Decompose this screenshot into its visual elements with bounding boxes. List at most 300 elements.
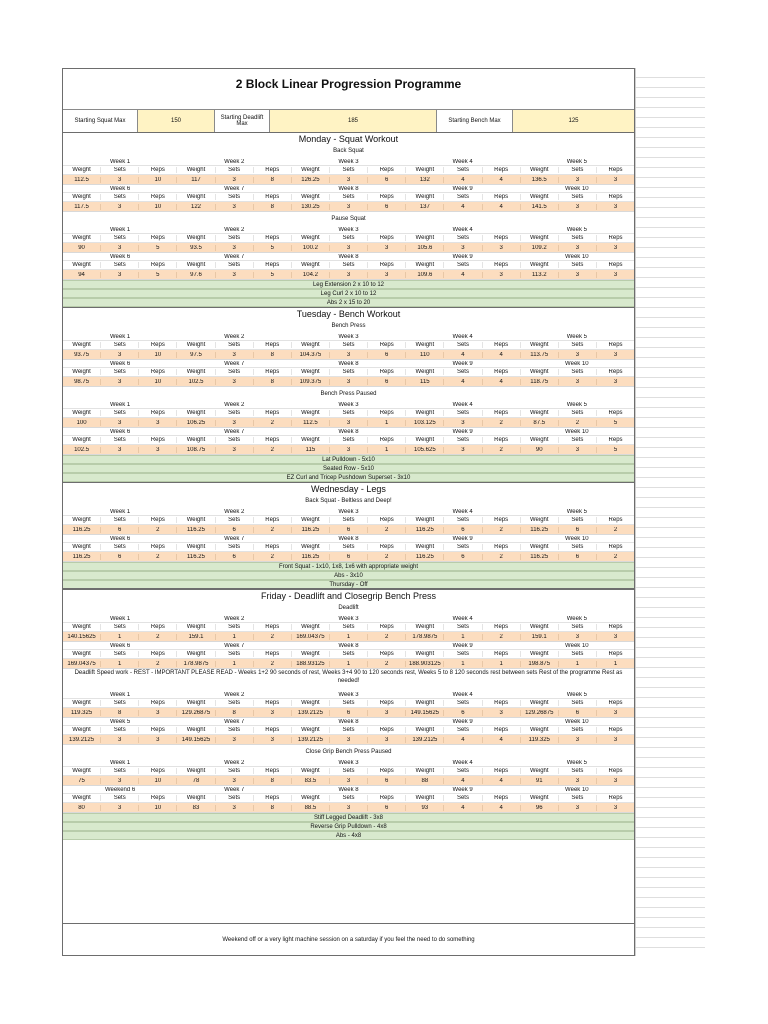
value-cell[interactable]: 3	[101, 177, 139, 183]
value-cell[interactable]: 2	[139, 661, 177, 667]
value-cell[interactable]: 129.26875	[177, 710, 215, 716]
value-cell[interactable]: 3	[330, 420, 368, 426]
value-cell[interactable]: 10	[139, 805, 177, 811]
value-cell[interactable]: 4	[444, 177, 482, 183]
value-cell[interactable]: 8	[254, 778, 292, 784]
value-cell[interactable]: 3	[101, 805, 139, 811]
value-cell[interactable]: 116.25	[177, 554, 215, 560]
column-header-reps: Reps	[254, 624, 292, 630]
column-header-reps: Reps	[483, 369, 521, 375]
value-cell[interactable]: 129.26875	[521, 710, 559, 716]
value-cell[interactable]: 178.9875	[177, 661, 215, 667]
value-cell[interactable]: 6	[330, 527, 368, 533]
value-cell[interactable]: 1	[483, 661, 521, 667]
value-cell[interactable]: 3	[559, 805, 597, 811]
value-cell[interactable]: 178.9875	[406, 634, 444, 640]
value-cell[interactable]: 139.2125	[292, 737, 330, 743]
value-cell[interactable]: 149.15625	[406, 710, 444, 716]
column-header-row	[63, 436, 634, 445]
value-cell[interactable]: 5	[254, 272, 292, 278]
value-cell[interactable]: 5	[613, 446, 618, 453]
column-header-reps: Reps	[139, 700, 177, 706]
value-cell[interactable]: 188.903125	[406, 661, 444, 667]
value-cell[interactable]: 96	[521, 805, 559, 811]
value-cell[interactable]: 4	[483, 177, 521, 183]
value-cell[interactable]: 1	[559, 661, 597, 667]
value-cell[interactable]: 5	[254, 245, 292, 251]
value-cell[interactable]: 118.75	[521, 379, 559, 385]
column-header-weight: Weight	[63, 235, 101, 241]
value-cell[interactable]: 116.25	[292, 527, 330, 533]
value-cell[interactable]: 6	[368, 204, 406, 210]
value-cell[interactable]: 4	[444, 204, 482, 210]
value-cell[interactable]: 4	[483, 778, 521, 784]
value-cell[interactable]: 2	[559, 420, 597, 426]
week-label: Week 1	[109, 401, 131, 408]
value-cell[interactable]: 3	[613, 203, 618, 210]
value-cell[interactable]: 3	[368, 710, 406, 716]
column-header-sets: Sets	[559, 262, 597, 268]
column-header-sets: Sets	[101, 624, 139, 630]
value-cell[interactable]: 5	[613, 419, 618, 426]
value-cell[interactable]: 109.2	[521, 245, 559, 251]
value-cell[interactable]: 3	[139, 737, 177, 743]
value-cell[interactable]: 3	[613, 244, 618, 251]
value-cell[interactable]: 116.25	[63, 554, 101, 560]
column-header-sets: Sets	[444, 517, 482, 523]
value-cell[interactable]: 169.04375	[63, 661, 101, 667]
values-row	[63, 708, 634, 718]
value-cell[interactable]: 141.5	[521, 204, 559, 210]
value-cell[interactable]: 115	[292, 447, 330, 453]
value-cell[interactable]: 4	[444, 272, 482, 278]
value-cell[interactable]: 3	[216, 447, 254, 453]
value-cell[interactable]: 94	[63, 272, 101, 278]
week-label: Week 1	[109, 759, 131, 766]
value-cell[interactable]: 3	[330, 272, 368, 278]
value-cell[interactable]: 2	[368, 554, 406, 560]
value-cell[interactable]: 2	[254, 527, 292, 533]
value-cell[interactable]: 4	[483, 352, 521, 358]
value-cell[interactable]: 103.125	[406, 420, 444, 426]
column-header-sets: Sets	[216, 410, 254, 416]
starting-deadlift-value[interactable]: 185	[270, 110, 437, 132]
column-header-weight: Weight	[406, 167, 444, 173]
value-cell[interactable]: 3	[330, 352, 368, 358]
week-label: Week 6	[109, 642, 131, 649]
value-cell[interactable]: 8	[216, 710, 254, 716]
column-header-sets: Sets	[559, 651, 597, 657]
value-cell[interactable]: 87.5	[521, 420, 559, 426]
column-header-sets: Sets	[101, 795, 139, 801]
value-cell[interactable]: 3	[559, 204, 597, 210]
column-header-sets: Sets	[101, 194, 139, 200]
value-cell[interactable]: 3	[483, 272, 521, 278]
value-cell[interactable]: 3	[559, 447, 597, 453]
value-cell[interactable]: 3	[559, 177, 597, 183]
value-cell[interactable]: 140.15625	[63, 634, 101, 640]
value-cell[interactable]: 2	[368, 527, 406, 533]
value-cell[interactable]: 3	[483, 245, 521, 251]
value-cell[interactable]: 1	[368, 447, 406, 453]
value-cell[interactable]: 2	[483, 634, 521, 640]
value-cell[interactable]: 3	[216, 245, 254, 251]
value-cell[interactable]: 10	[139, 379, 177, 385]
value-cell[interactable]: 1	[216, 661, 254, 667]
value-cell[interactable]: 3	[613, 804, 618, 811]
column-header-reps: Reps	[368, 768, 406, 774]
value-cell[interactable]: 3	[368, 272, 406, 278]
value-cell[interactable]: 3	[216, 420, 254, 426]
value-cell[interactable]: 6	[101, 527, 139, 533]
column-header-row	[63, 368, 634, 377]
value-cell[interactable]: 3	[368, 737, 406, 743]
value-cell[interactable]: 3	[216, 352, 254, 358]
value-cell[interactable]: 3	[559, 245, 597, 251]
value-cell[interactable]: 97.5	[177, 352, 215, 358]
week-label: Week 3	[338, 158, 359, 165]
value-cell[interactable]: 93.75	[63, 352, 101, 358]
value-cell[interactable]: 3	[330, 805, 368, 811]
value-cell[interactable]: 4	[444, 778, 482, 784]
value-cell[interactable]: 3	[101, 352, 139, 358]
week-label: Week 6	[109, 253, 131, 260]
value-cell[interactable]: 3	[330, 379, 368, 385]
footer-note: Weekend off or a very light machine session on a saturday if you feel the need to do something	[222, 937, 475, 943]
value-cell[interactable]: 126.25	[292, 177, 330, 183]
value-cell[interactable]: 83	[177, 805, 215, 811]
value-cell[interactable]: 3	[330, 737, 368, 743]
value-cell[interactable]: 2	[483, 527, 521, 533]
starting-squat-value[interactable]: 150	[138, 110, 215, 132]
value-cell[interactable]: 2	[613, 553, 618, 560]
value-cell[interactable]: 109.375	[292, 379, 330, 385]
column-header-weight: Weight	[292, 544, 330, 550]
column-header-sets: Sets	[216, 167, 254, 173]
column-header-sets: Sets	[444, 342, 482, 348]
value-cell[interactable]: 6	[559, 527, 597, 533]
value-cell[interactable]: 2	[139, 554, 177, 560]
value-cell[interactable]: 3	[330, 778, 368, 784]
value-cell[interactable]: 3	[559, 737, 597, 743]
value-cell[interactable]: 3	[559, 778, 597, 784]
value-cell[interactable]: 3	[139, 420, 177, 426]
value-cell[interactable]: 3	[216, 778, 254, 784]
value-cell[interactable]: 4	[444, 737, 482, 743]
value-cell[interactable]: 4	[444, 805, 482, 811]
value-cell[interactable]: 8	[254, 379, 292, 385]
value-cell[interactable]: 3	[101, 447, 139, 453]
value-cell[interactable]: 2	[613, 526, 618, 533]
value-cell[interactable]: 3	[613, 378, 618, 385]
value-cell[interactable]: 2	[254, 634, 292, 640]
value-cell[interactable]: 132	[406, 177, 444, 183]
value-cell[interactable]: 136.5	[521, 177, 559, 183]
value-cell[interactable]: 130.25	[292, 204, 330, 210]
value-cell[interactable]: 3	[101, 737, 139, 743]
value-cell[interactable]: 104.375	[292, 352, 330, 358]
column-header-reps: Reps	[608, 727, 623, 733]
value-cell[interactable]: 3	[368, 245, 406, 251]
value-cell[interactable]: 10	[139, 177, 177, 183]
value-cell[interactable]: 5	[139, 245, 177, 251]
value-cell[interactable]: 2	[368, 634, 406, 640]
week-label: Week 9	[452, 718, 473, 725]
value-cell[interactable]: 3	[444, 447, 482, 453]
value-cell[interactable]: 10	[139, 352, 177, 358]
value-cell[interactable]: 6	[330, 554, 368, 560]
value-cell[interactable]: 6	[444, 710, 482, 716]
value-cell[interactable]: 3	[613, 351, 618, 358]
value-cell[interactable]: 4	[483, 805, 521, 811]
value-cell[interactable]: 8	[254, 352, 292, 358]
value-cell[interactable]: 3	[216, 379, 254, 385]
value-cell[interactable]: 3	[216, 204, 254, 210]
value-cell[interactable]: 3	[559, 379, 597, 385]
value-cell[interactable]: 139.2125	[63, 737, 101, 743]
value-cell[interactable]: 3	[613, 777, 618, 784]
value-cell[interactable]: 117	[177, 177, 215, 183]
value-cell[interactable]: 6	[216, 554, 254, 560]
value-cell[interactable]: 2	[254, 661, 292, 667]
values-row	[63, 175, 634, 185]
value-cell[interactable]: 10	[139, 204, 177, 210]
value-cell[interactable]: 1	[101, 661, 139, 667]
value-cell[interactable]: 1	[444, 634, 482, 640]
value-cell[interactable]: 93.5	[177, 245, 215, 251]
value-cell[interactable]: 4	[483, 204, 521, 210]
value-cell[interactable]: 3	[444, 245, 482, 251]
value-cell[interactable]: 108.75	[177, 447, 215, 453]
value-cell[interactable]: 113.75	[521, 352, 559, 358]
value-cell[interactable]: 188.93125	[292, 661, 330, 667]
value-cell[interactable]: 1	[330, 661, 368, 667]
value-cell[interactable]: 3	[101, 204, 139, 210]
value-cell[interactable]: 2	[139, 527, 177, 533]
value-cell[interactable]: 116.25	[292, 554, 330, 560]
value-cell[interactable]: 88.5	[292, 805, 330, 811]
value-cell[interactable]: 112.5	[292, 420, 330, 426]
value-cell[interactable]: 116.25	[521, 527, 559, 533]
value-cell[interactable]: 5	[139, 272, 177, 278]
value-cell[interactable]: 6	[559, 554, 597, 560]
value-cell[interactable]: 1	[444, 661, 482, 667]
value-cell[interactable]: 6	[444, 554, 482, 560]
value-cell[interactable]: 2	[254, 554, 292, 560]
value-cell[interactable]: 3	[139, 710, 177, 716]
value-cell[interactable]: 3	[101, 778, 139, 784]
value-cell[interactable]: 3	[330, 204, 368, 210]
value-cell[interactable]: 1	[330, 634, 368, 640]
column-header-weight: Weight	[521, 235, 559, 241]
value-cell[interactable]: 3	[216, 805, 254, 811]
value-cell[interactable]: 3	[101, 272, 139, 278]
value-cell[interactable]: 3	[330, 447, 368, 453]
value-cell[interactable]: 3	[613, 633, 618, 640]
column-header-weight: Weight	[292, 437, 330, 443]
column-header-sets: Sets	[444, 235, 482, 241]
column-header-weight: Weight	[63, 167, 101, 173]
column-header-reps: Reps	[139, 369, 177, 375]
value-cell[interactable]: 116.25	[406, 554, 444, 560]
column-header-weight: Weight	[406, 624, 444, 630]
value-cell[interactable]: 2	[368, 661, 406, 667]
value-cell[interactable]: 1	[216, 634, 254, 640]
value-cell[interactable]: 3	[216, 272, 254, 278]
value-cell[interactable]: 8	[101, 710, 139, 716]
value-cell[interactable]: 10	[139, 778, 177, 784]
value-cell[interactable]: 3	[139, 447, 177, 453]
value-cell[interactable]: 3	[101, 420, 139, 426]
value-cell[interactable]: 1	[368, 420, 406, 426]
value-cell[interactable]: 113.2	[521, 272, 559, 278]
column-header-reps: Reps	[254, 544, 292, 550]
value-cell[interactable]: 8	[254, 805, 292, 811]
value-cell[interactable]: 3	[101, 379, 139, 385]
column-header-weight: Weight	[177, 624, 215, 630]
value-cell[interactable]: 122	[177, 204, 215, 210]
column-header-sets: Sets	[559, 194, 597, 200]
value-cell[interactable]: 116.25	[177, 527, 215, 533]
value-cell[interactable]: 100.2	[292, 245, 330, 251]
value-cell[interactable]: 4	[483, 379, 521, 385]
value-cell[interactable]: 139.2125	[406, 737, 444, 743]
column-header-sets: Sets	[559, 342, 597, 348]
accessory-item: Abs - 3x10	[63, 571, 634, 580]
value-cell[interactable]: 2	[483, 420, 521, 426]
value-cell[interactable]: 3	[216, 177, 254, 183]
value-cell[interactable]: 117.5	[63, 204, 101, 210]
value-cell[interactable]: 3	[613, 271, 618, 278]
value-cell[interactable]: 3	[559, 634, 597, 640]
value-cell[interactable]: 3	[101, 245, 139, 251]
value-cell[interactable]: 137	[406, 204, 444, 210]
column-header-weight: Weight	[521, 651, 559, 657]
value-cell[interactable]: 8	[254, 204, 292, 210]
value-cell[interactable]: 139.2125	[292, 710, 330, 716]
value-cell[interactable]: 3	[613, 709, 618, 716]
value-cell[interactable]: 6	[444, 527, 482, 533]
value-cell[interactable]: 6	[368, 379, 406, 385]
value-cell[interactable]: 6	[330, 710, 368, 716]
value-cell[interactable]: 115	[406, 379, 444, 385]
value-cell[interactable]: 112.5	[63, 177, 101, 183]
value-cell[interactable]: 83.5	[292, 778, 330, 784]
starting-squat-label: Starting Squat Max	[63, 110, 138, 132]
column-header-reps: Reps	[254, 727, 292, 733]
value-cell[interactable]: 2	[483, 554, 521, 560]
week-label-row	[63, 615, 634, 623]
value-cell[interactable]: 97.6	[177, 272, 215, 278]
value-cell[interactable]: 2	[254, 447, 292, 453]
value-cell[interactable]: 90	[521, 447, 559, 453]
value-cell[interactable]: 3	[559, 272, 597, 278]
column-header-reps: Reps	[368, 342, 406, 348]
value-cell[interactable]: 106.25	[177, 420, 215, 426]
value-cell[interactable]: 119.325	[521, 737, 559, 743]
value-cell[interactable]: 6	[368, 352, 406, 358]
value-cell[interactable]: 105.6	[406, 245, 444, 251]
value-cell[interactable]: 98.75	[63, 379, 101, 385]
week-label: Week 3	[338, 508, 359, 515]
week-label: Week 1	[109, 226, 131, 233]
column-header-sets: Sets	[101, 437, 139, 443]
value-cell[interactable]: 3	[483, 710, 521, 716]
week-label: Week 6	[109, 428, 131, 435]
value-cell[interactable]: 198.875	[521, 661, 559, 667]
value-cell[interactable]: 3	[254, 710, 292, 716]
value-cell[interactable]: 6	[368, 778, 406, 784]
value-cell[interactable]: 105.625	[406, 447, 444, 453]
value-cell[interactable]: 104.2	[292, 272, 330, 278]
value-cell[interactable]: 8	[254, 177, 292, 183]
value-cell[interactable]: 6	[559, 710, 597, 716]
value-cell[interactable]: 1	[613, 660, 618, 667]
value-cell[interactable]: 3	[330, 177, 368, 183]
value-cell[interactable]: 102.5	[177, 379, 215, 385]
value-cell[interactable]: 149.15625	[177, 737, 215, 743]
value-cell[interactable]: 3	[216, 737, 254, 743]
value-cell[interactable]: 109.6	[406, 272, 444, 278]
day-section-title: Friday - Deadlift and Closegrip Bench Press	[63, 589, 634, 601]
value-cell[interactable]: 78	[177, 778, 215, 784]
value-cell[interactable]: 119.325	[63, 710, 101, 716]
value-cell[interactable]: 3	[559, 352, 597, 358]
value-cell[interactable]: 100	[63, 420, 101, 426]
value-cell[interactable]: 3	[613, 736, 618, 743]
value-cell[interactable]: 3	[330, 245, 368, 251]
column-header-sets: Sets	[330, 167, 368, 173]
value-cell[interactable]: 90	[63, 245, 101, 251]
value-cell[interactable]: 159.1	[521, 634, 559, 640]
starting-bench-value[interactable]: 125	[513, 110, 634, 132]
value-cell[interactable]: 3	[613, 176, 618, 183]
value-cell[interactable]: 91	[521, 778, 559, 784]
week-label: Week 10	[565, 786, 589, 793]
value-cell[interactable]: 102.5	[63, 447, 101, 453]
week-label-row	[63, 158, 634, 166]
value-cell[interactable]: 159.1	[177, 634, 215, 640]
value-cell[interactable]: 2	[483, 447, 521, 453]
value-cell[interactable]: 1	[101, 634, 139, 640]
value-cell[interactable]: 80	[63, 805, 101, 811]
value-cell[interactable]: 6	[368, 177, 406, 183]
value-cell[interactable]: 4	[444, 379, 482, 385]
value-cell[interactable]: 75	[63, 778, 101, 784]
value-cell[interactable]: 6	[101, 554, 139, 560]
value-cell[interactable]: 6	[368, 805, 406, 811]
value-cell[interactable]: 3	[254, 737, 292, 743]
column-header-row	[63, 699, 634, 708]
value-cell[interactable]: 4	[483, 737, 521, 743]
value-cell[interactable]: 88	[406, 778, 444, 784]
column-header-sets: Sets	[216, 437, 254, 443]
value-cell[interactable]: 93	[406, 805, 444, 811]
value-cell[interactable]: 169.04375	[292, 634, 330, 640]
values-row	[63, 270, 634, 280]
value-cell[interactable]: 116.25	[63, 527, 101, 533]
week-label-row	[63, 508, 634, 516]
value-cell[interactable]: 110	[406, 352, 444, 358]
value-cell[interactable]: 3	[444, 420, 482, 426]
value-cell[interactable]: 116.25	[521, 554, 559, 560]
value-cell[interactable]: 6	[216, 527, 254, 533]
value-cell[interactable]: 2	[139, 634, 177, 640]
value-cell[interactable]: 116.25	[406, 527, 444, 533]
value-cell[interactable]: 4	[444, 352, 482, 358]
exercise-name: Back Squat	[333, 148, 364, 154]
value-cell[interactable]: 2	[254, 420, 292, 426]
